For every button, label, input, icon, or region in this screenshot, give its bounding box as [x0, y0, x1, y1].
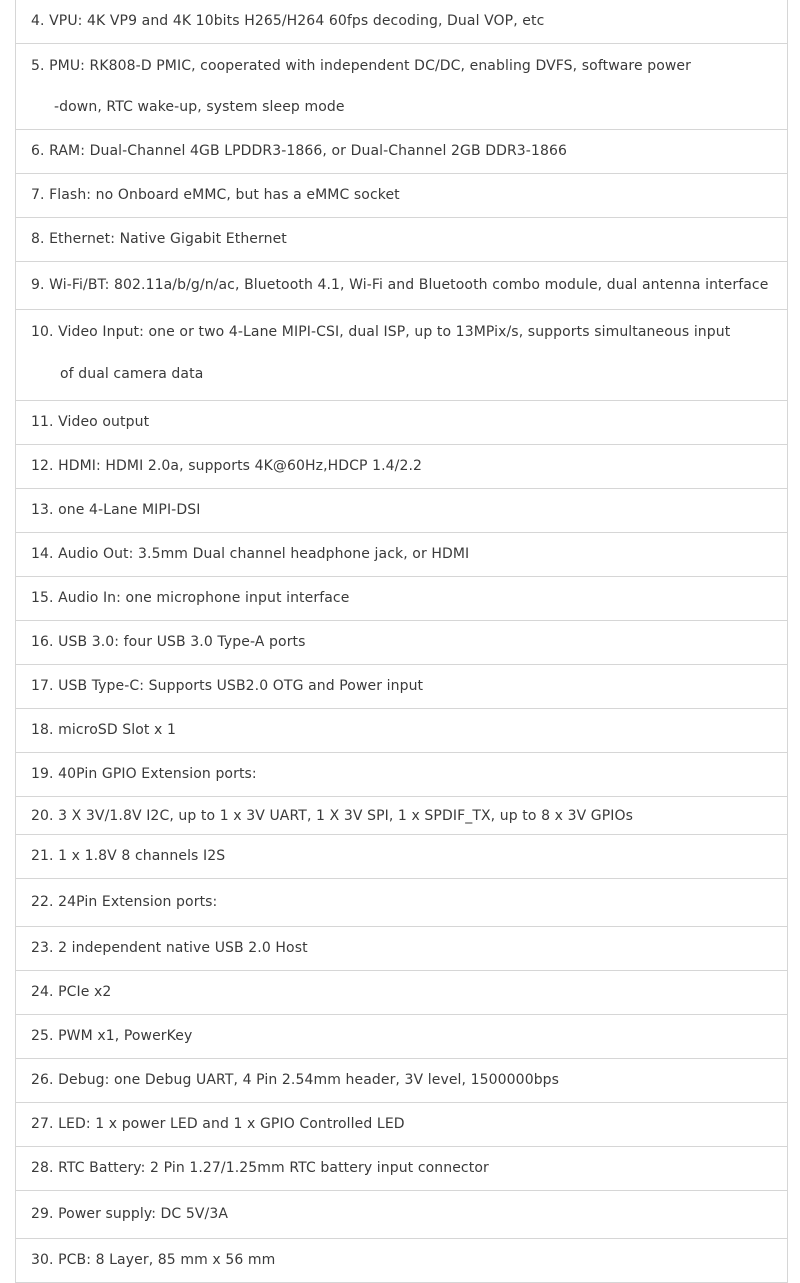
spec-text: 27. LED: 1 x power LED and 1 x GPIO Controlled LED: [31, 1116, 405, 1132]
spec-text: 4. VPU: 4K VP9 and 4K 10bits H265/H264 60fps decoding, Dual VOP, etc: [31, 13, 545, 29]
spec-row-8: [16, 218, 787, 262]
spec-text: 14. Audio Out: 3.5mm Dual channel headphone jack, or HDMI: [31, 546, 470, 562]
spec-text: 15. Audio In: one microphone input interface: [31, 590, 350, 606]
spec-row-13: [16, 489, 787, 533]
spec-text: 19. 40Pin GPIO Extension ports:: [31, 766, 257, 782]
spec-row-12: [16, 445, 787, 489]
spec-text: 10. Video Input: one or two 4-Lane MIPI-CSI, dual ISP, up to 13MPix/s, supports simultaneous input: [31, 324, 731, 340]
spec-row-18: [16, 709, 787, 753]
spec-row-19: [16, 753, 787, 797]
spec-row-11: [16, 401, 787, 445]
spec-text: 24. PCIe x2: [31, 984, 112, 1000]
spec-row-28: [16, 1147, 787, 1191]
spec-row-17: [16, 665, 787, 709]
spec-text: 16. USB 3.0: four USB 3.0 Type-A ports: [31, 634, 306, 650]
spec-text: 23. 2 independent native USB 2.0 Host: [31, 940, 308, 956]
spec-row-15: [16, 577, 787, 621]
spec-row-27: [16, 1103, 787, 1147]
spec-text: 7. Flash: no Onboard eMMC, but has a eMMC socket: [31, 187, 400, 203]
spec-row-24: [16, 971, 787, 1015]
spec-text-continued: -down, RTC wake-up, system sleep mode: [54, 99, 345, 115]
spec-text: 25. PWM x1, PowerKey: [31, 1028, 193, 1044]
spec-text: 11. Video output: [31, 414, 150, 430]
spec-row-9: [16, 262, 787, 310]
spec-text: 30. PCB: 8 Layer, 85 mm x 56 mm: [31, 1252, 276, 1268]
spec-row-22: [16, 879, 787, 927]
spec-table: [15, 0, 788, 1283]
spec-row-7: [16, 174, 787, 218]
spec-row-4: [16, 0, 787, 44]
spec-text: 20. 3 X 3V/1.8V I2C, up to 1 x 3V UART, 1 X 3V SPI, 1 x SPDIF_TX, up to 8 x 3V GPIOs: [31, 808, 634, 824]
spec-text: 28. RTC Battery: 2 Pin 1.27/1.25mm RTC battery input connector: [31, 1160, 489, 1176]
spec-text: 8. Ethernet: Native Gigabit Ethernet: [31, 231, 287, 247]
spec-text: 29. Power supply: DC 5V/3A: [31, 1206, 229, 1222]
spec-text-continued: of dual camera data: [60, 366, 204, 382]
spec-text: 6. RAM: Dual-Channel 4GB LPDDR3-1866, or Dual-Channel 2GB DDR3-1866: [31, 143, 567, 159]
spec-row-26: [16, 1059, 787, 1103]
spec-row-14: [16, 533, 787, 577]
spec-row-16: [16, 621, 787, 665]
spec-row-5: [16, 44, 787, 130]
spec-text: 9. Wi-Fi/BT: 802.11a/b/g/n/ac, Bluetooth 4.1, Wi-Fi and Bluetooth combo module, dual antenna interface: [31, 277, 769, 293]
spec-row-20: [16, 797, 787, 835]
spec-text: 12. HDMI: HDMI 2.0a, supports 4K@60Hz,HDCP 1.4/2.2: [31, 458, 423, 474]
spec-text: 17. USB Type-C: Supports USB2.0 OTG and Power input: [31, 678, 424, 694]
spec-row-6: [16, 130, 787, 174]
spec-text: 13. one 4-Lane MIPI-DSI: [31, 502, 201, 518]
spec-text: 26. Debug: one Debug UART, 4 Pin 2.54mm header, 3V level, 1500000bps: [31, 1072, 560, 1088]
spec-text: 5. PMU: RK808-D PMIC, cooperated with independent DC/DC, enabling DVFS, software power: [31, 58, 692, 74]
spec-row-30: [16, 1239, 787, 1283]
spec-text: 18. microSD Slot x 1: [31, 722, 176, 738]
spec-text: 22. 24Pin Extension ports:: [31, 894, 218, 910]
spec-row-25: [16, 1015, 787, 1059]
spec-row-29: [16, 1191, 787, 1239]
spec-text: 21. 1 x 1.8V 8 channels I2S: [31, 848, 226, 864]
spec-row-10: [16, 310, 787, 401]
spec-row-23: [16, 927, 787, 971]
spec-row-21: [16, 835, 787, 879]
